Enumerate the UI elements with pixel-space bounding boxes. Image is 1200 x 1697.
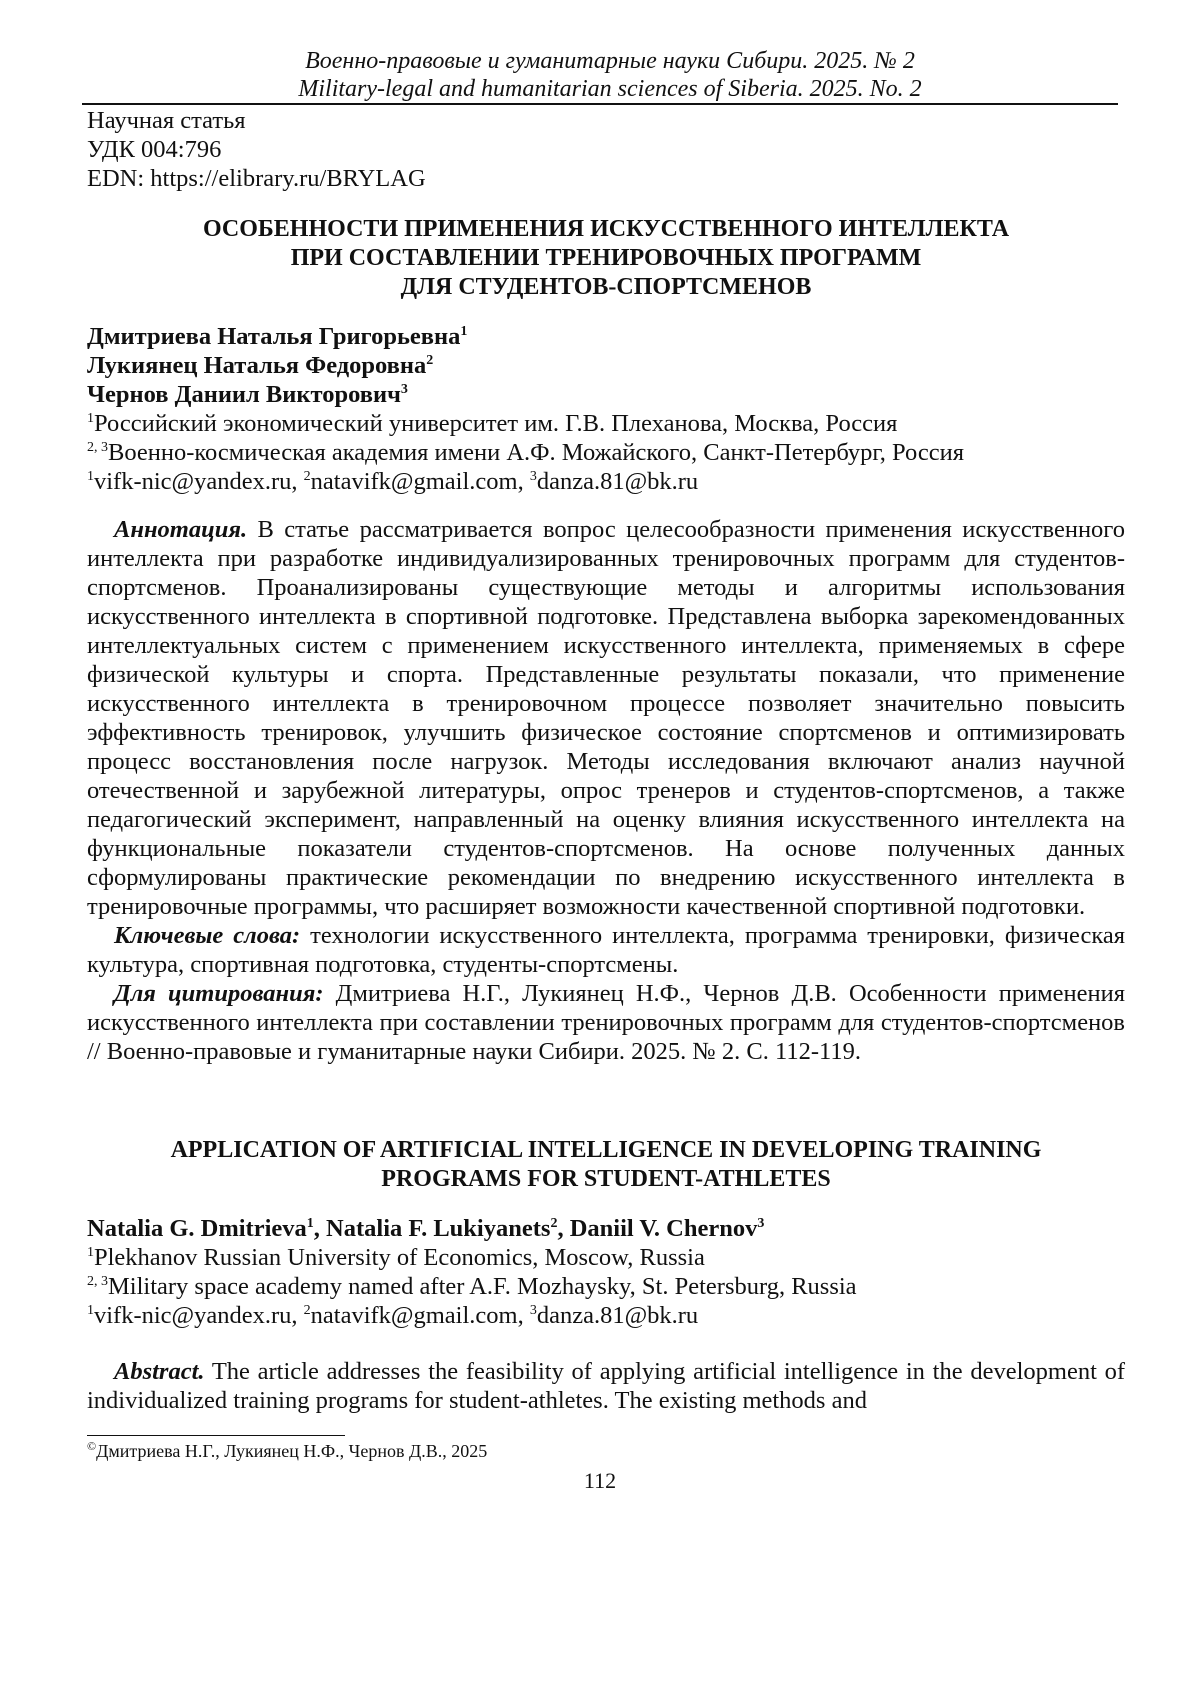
author-sup: 1 [460, 324, 468, 339]
abstract-line: искусственного интеллекта, применяемых в сфере физической культуры и спорта. [87, 632, 1126, 688]
header-rule [82, 103, 1118, 105]
abstract-line: development of individualized training programs for student-athletes. The existing methods and [87, 1358, 1126, 1414]
author-sup: 2 [550, 1216, 558, 1231]
citation-line: применения искусственного интеллекта при составлении тренировочных программ [87, 980, 1126, 1036]
email-sup: 1 [87, 1303, 94, 1318]
abstract-line: тренировочном процессе позволяет значительно повысить эффективность тренировок, [87, 690, 1125, 746]
author-name: Daniil V. Chernov [569, 1215, 758, 1242]
author-sup: 2 [426, 353, 434, 368]
email-sup: 3 [529, 469, 537, 484]
abstract-ru-paragraph [87, 515, 1125, 921]
citation-ru-label: Для цитирования: [114, 980, 324, 1007]
page-number: 112 [583, 1468, 617, 1493]
affiliation-sup: 1 [87, 411, 94, 426]
abstract-line: подготовки. [961, 893, 1086, 920]
citation-line: Дмитриева Н.Г., Лукиянец Н.Ф., Чернов Д.В. Особенности [335, 980, 987, 1007]
title-ru-line: ДЛЯ СТУДЕНТОВ-СПОРТСМЕНОВ [400, 274, 812, 300]
affiliation-sup: 2, 3 [87, 1274, 108, 1289]
author-name: Natalia F. Lukiyanets [326, 1215, 551, 1242]
email-link[interactable]: danza.81@bk.ru [536, 468, 699, 495]
article-type: Научная статья [87, 107, 246, 134]
abstract-line: улучшить физическое состояние спортсменов и оптимизировать процесс восстановления [87, 719, 1126, 775]
abstract-line: функциональные показатели студентов-спортсменов. На основе полученных данных [87, 835, 1125, 862]
affiliation-ru [87, 438, 1125, 467]
author-separator: , [313, 1215, 327, 1242]
edn-link: EDN: https://elibrary.ru/BRYLAG [87, 165, 426, 192]
title-en [87, 1136, 1125, 1194]
author-separator: , [557, 1215, 570, 1242]
affiliation-sup: 1 [87, 1245, 94, 1260]
abstract-line: искусственного интеллекта при разработке индивидуализированных тренировочных [87, 516, 1125, 572]
author-name: Чернов Даниил Викторович [87, 381, 401, 408]
email-link[interactable]: vifk-nic@yandex.ru, [94, 468, 304, 495]
citation-line: С. 112-119. [746, 1038, 861, 1065]
author-list-en [87, 1214, 1125, 1243]
affiliation-text: Plekhanov Russian University of Economics, Moscow, Russia [94, 1244, 705, 1271]
author-name: Natalia G. Dmitrieva [87, 1215, 307, 1242]
copyright-sup: © [87, 1439, 97, 1453]
abstract-line: Представленные результаты показали, что применение искусственного интеллекта в [87, 661, 1126, 717]
keywords-ru [87, 921, 1125, 979]
abstract-line: алгоритмы использования искусственного интеллекта в спортивной подготовке. [87, 574, 1126, 630]
abstract-line: The article addresses the feasibility of applying artificial intelligence in the [211, 1358, 963, 1385]
title-ru-line: ОСОБЕННОСТИ ПРИМЕНЕНИЯ ИСКУССТВЕННОГО ИНТЕЛЛЕКТА [202, 216, 1010, 242]
copyright-footnote [87, 1440, 487, 1462]
title-en-line: PROGRAMS FOR STUDENT-ATHLETES [381, 1166, 831, 1192]
abstract-en-paragraph [87, 1357, 1125, 1415]
emails-ru [87, 467, 1125, 496]
keywords-ru-label: Ключевые слова: [114, 922, 301, 949]
footnote-text: Дмитриева Н.Г., Лукиянец Н.Ф., Чернов Д.В., 2025 [96, 1441, 488, 1461]
footnote-rule [87, 1435, 345, 1436]
email-sup: 2 [303, 1303, 311, 1318]
author-sup: 3 [400, 382, 408, 397]
authors-ru [87, 322, 1125, 496]
affiliation-ru [87, 409, 1125, 438]
title-ru-line: ПРИ СОСТАВЛЕНИИ ТРЕНИРОВОЧНЫХ ПРОГРАММ [290, 245, 922, 271]
affiliation-en [87, 1243, 1125, 1272]
email-link[interactable]: danza.81@bk.ru [536, 1302, 699, 1329]
affiliation-text: Военно-космическая академия имени А.Ф. Можайского, Санкт-Петербург, Россия [108, 439, 964, 466]
author-ru [87, 351, 1125, 380]
title-en-line: APPLICATION OF ARTIFICIAL INTELLIGENCE IN DEVELOPING TRAINING [170, 1137, 1042, 1163]
citation-ru [87, 979, 1125, 1066]
keywords-line: технологии искусственного интеллекта, программа тренировки, [310, 922, 995, 949]
keywords-line: физическая культура, спортивная подготовка, студенты-спортсмены. [87, 922, 1125, 978]
author-sup: 1 [306, 1216, 314, 1231]
email-link[interactable]: natavifk@gmail.com, [310, 1302, 530, 1329]
email-link[interactable]: natavifk@gmail.com, [310, 468, 530, 495]
journal-title-en: Military-legal and humanitarian sciences of Siberia. 2025. No. 2 [298, 76, 922, 102]
affiliation-text: Military space academy named after A.F. Mozhaysky, St. Petersburg, Russia [108, 1273, 857, 1300]
abstract-line: зарубежной литературы, опрос тренеров и студентов-спортсменов, а также педагогический [87, 777, 1126, 833]
author-sup: 3 [757, 1216, 765, 1231]
abstract-line: сформулированы практические рекомендации по внедрению искусственного интеллекта в [87, 864, 1125, 891]
abstract-line: тренировочные программы, что расширяет возможности качественной спортивной [87, 893, 956, 920]
journal-title-ru: Военно-правовые и гуманитарные науки Сибири. 2025. № 2 [305, 48, 915, 74]
abstract-line: Представлена выборка зарекомендованных интеллектуальных систем с применением [87, 603, 1125, 659]
abstract-line: В статье рассматривается вопрос целесообразности применения [257, 516, 952, 543]
email-link[interactable]: vifk-nic@yandex.ru, [94, 1302, 304, 1329]
abstract-line: эксперимент, направленный на оценку влияния искусственного интеллекта на [264, 806, 1126, 833]
abstract-en [87, 1357, 1125, 1415]
article-meta [87, 106, 1125, 193]
email-sup: 3 [529, 1303, 537, 1318]
affiliation-sup: 2, 3 [87, 440, 108, 455]
author-ru [87, 380, 1125, 409]
emails-en [87, 1301, 1125, 1330]
author-ru [87, 322, 1125, 351]
udk-code: УДК 004:796 [87, 136, 222, 163]
author-name: Дмитриева Наталья Григорьевна [87, 323, 461, 350]
email-sup: 1 [87, 469, 94, 484]
affiliation-text: Российский экономический университет им. Г.В. Плеханова, Москва, Россия [94, 410, 898, 437]
abstract-ru-label: Аннотация. [114, 516, 248, 543]
title-ru [87, 215, 1125, 302]
abstract-line: после нагрузок. Методы исследования включают анализ научной отечественной и [87, 748, 1125, 804]
abstract-line: программ для студентов-спортсменов. Проанализированы существующие методы и [87, 545, 1125, 601]
abstract-ru [87, 515, 1125, 1066]
affiliation-en [87, 1272, 1125, 1301]
author-name: Лукиянец Наталья Федоровна [87, 352, 427, 379]
citation-line: для студентов-спортсменов // Военно-правовые и гуманитарные науки Сибири. 2025. № 2. [87, 1009, 1125, 1065]
email-sup: 2 [303, 469, 311, 484]
abstract-en-label: Abstract. [114, 1358, 205, 1385]
authors-en [87, 1214, 1125, 1330]
